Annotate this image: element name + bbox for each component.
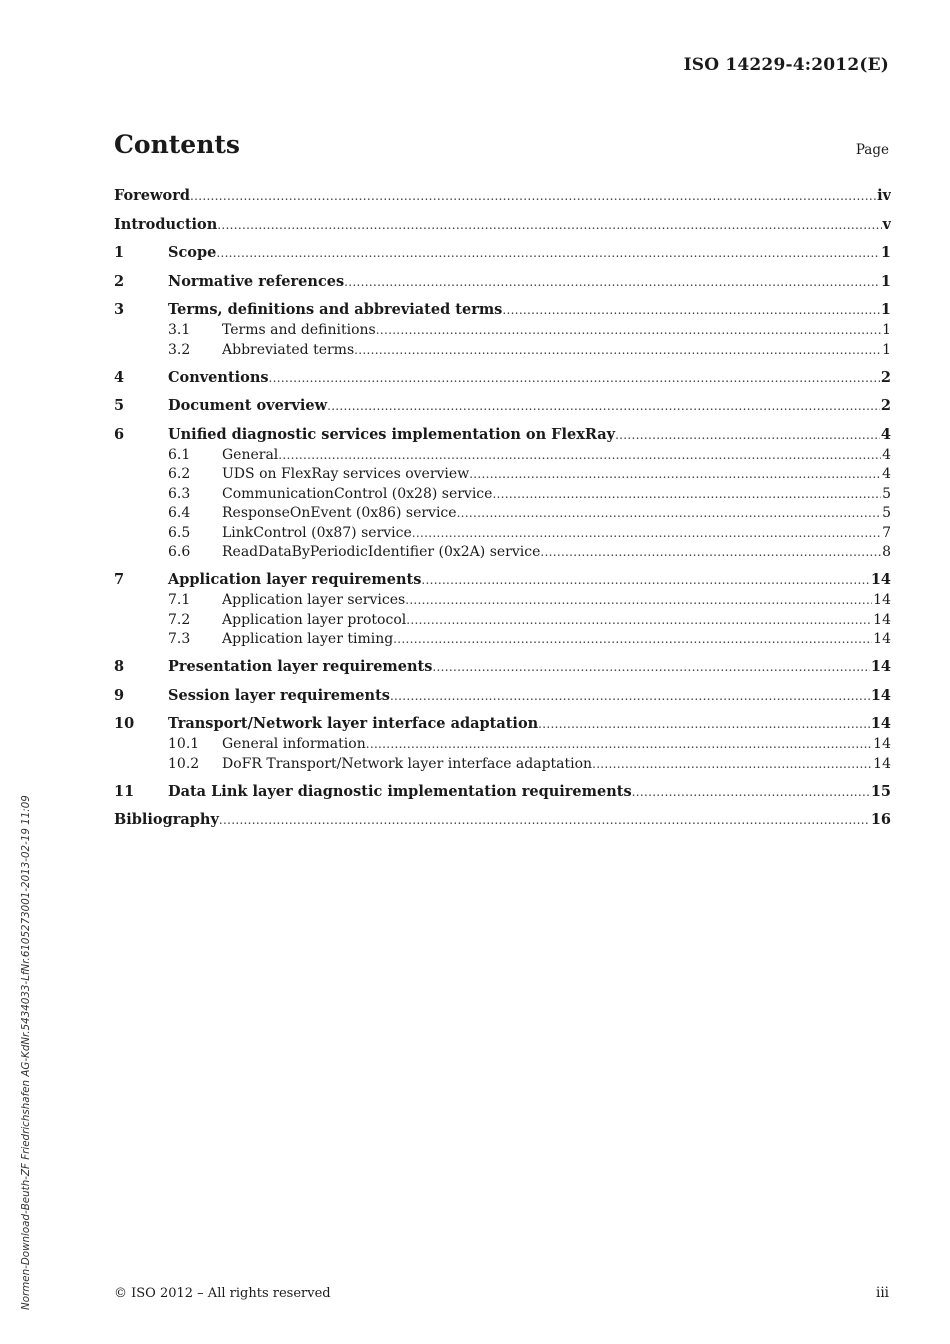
toc-title: Scope	[168, 244, 217, 261]
toc-title: Terms, definitions and abbreviated terms	[168, 301, 503, 318]
toc-page-number: 5	[882, 485, 891, 502]
toc-leader-dots	[632, 781, 870, 803]
toc-title: Application layer protocol	[222, 611, 407, 628]
toc-page-number: 1	[880, 301, 891, 318]
toc-page-number: 4	[882, 466, 891, 482]
toc-subentry[interactable]	[114, 341, 891, 361]
toc-title: Transport/Network layer interface adaptation	[168, 715, 539, 732]
toc-leader-dots	[390, 685, 870, 707]
toc-number: 6.6	[168, 544, 191, 560]
toc-title: DoFR Transport/Network layer interface adaptation	[222, 755, 593, 772]
toc-leader-dots	[457, 504, 882, 524]
toc-subentry[interactable]	[114, 446, 891, 466]
toc-title: General	[222, 446, 279, 463]
toc-number: 11	[114, 782, 135, 800]
toc-page-number: 14	[873, 611, 891, 628]
document-id: ISO 14229-4:2012(E)	[683, 55, 889, 75]
toc-leader-dots	[327, 395, 880, 417]
toc-subentry[interactable]	[114, 524, 891, 544]
copyright-notice: © ISO 2012 – All rights reserved	[114, 1286, 331, 1301]
toc-number: 10	[114, 715, 135, 732]
toc-leader-dots	[540, 543, 881, 563]
toc-title: Application layer services	[222, 592, 406, 608]
toc-number: 5	[114, 397, 125, 414]
toc-leader-dots	[469, 465, 881, 485]
toc-page-number: 14	[870, 571, 891, 588]
toc-title: Normative references	[168, 272, 345, 290]
toc-title: UDS on FlexRay services overview	[222, 466, 470, 482]
toc-title: Terms and definitions	[222, 322, 376, 338]
toc-number: 10.2	[168, 755, 200, 772]
toc-subentry[interactable]	[114, 485, 891, 505]
toc-entry[interactable]	[114, 713, 891, 735]
toc-page-number: 14	[870, 686, 891, 704]
toc-number: 1	[114, 244, 125, 261]
toc-title: Conventions	[168, 368, 269, 386]
toc-number: 6.4	[168, 505, 191, 521]
toc-subentry[interactable]	[114, 735, 891, 755]
toc-number: 8	[114, 658, 125, 675]
toc-leader-dots	[216, 242, 880, 264]
toc-number: 3.1	[168, 322, 191, 338]
toc-page-number: iv	[877, 187, 891, 204]
toc-subentry[interactable]	[114, 321, 891, 341]
toc-entry[interactable]	[114, 809, 891, 831]
toc-title: Abbreviated terms	[222, 341, 355, 358]
toc-number: 6	[114, 425, 125, 443]
toc-page-number: 1	[880, 272, 891, 290]
toc-number: 7	[114, 571, 125, 588]
toc-entry[interactable]	[114, 685, 891, 707]
toc-entry[interactable]	[114, 781, 891, 803]
toc-page-number: 14	[873, 592, 891, 608]
toc-title: ReadDataByPeriodicIdentifier (0x2A) service	[222, 544, 541, 560]
toc-page-number: 8	[882, 544, 891, 560]
toc-subentry[interactable]	[114, 611, 891, 631]
toc-number: 6.3	[168, 485, 191, 502]
toc-title: Application layer timing	[222, 631, 394, 647]
toc-subentry[interactable]	[114, 630, 891, 650]
toc-number: 2	[114, 272, 125, 290]
table-of-contents	[114, 185, 891, 831]
toc-title: Document overview	[168, 397, 328, 414]
page-number: iii	[876, 1285, 889, 1301]
toc-title: Application layer requirements	[168, 571, 422, 588]
toc-title: Introduction	[114, 215, 218, 233]
toc-leader-dots	[354, 341, 881, 361]
toc-title: Unified diagnostic services implementation on FlexRay	[168, 425, 616, 443]
toc-leader-dots	[190, 185, 876, 207]
toc-leader-dots	[393, 630, 872, 650]
toc-page-number: 2	[880, 368, 891, 386]
toc-entry[interactable]	[114, 424, 891, 446]
toc-page-number: 1	[880, 244, 891, 261]
toc-page-number: v	[882, 215, 891, 233]
toc-leader-dots	[492, 485, 881, 505]
toc-page-number: 14	[873, 755, 891, 772]
toc-entry[interactable]	[114, 271, 891, 293]
toc-page-number: 15	[870, 782, 891, 800]
toc-page-number: 5	[882, 505, 891, 521]
toc-entry[interactable]	[114, 242, 891, 264]
toc-leader-dots	[538, 713, 870, 735]
toc-page-number: 14	[873, 631, 891, 647]
page-column-label: Page	[855, 142, 889, 158]
toc-leader-dots	[432, 656, 869, 678]
toc-title: Presentation layer requirements	[168, 658, 433, 675]
toc-subentry[interactable]	[114, 465, 891, 485]
toc-number: 4	[114, 368, 125, 386]
toc-page-number: 16	[870, 811, 891, 828]
toc-number: 6.2	[168, 466, 191, 482]
toc-page-number: 2	[880, 397, 891, 414]
toc-leader-dots	[219, 809, 870, 831]
toc-number: 7.1	[168, 592, 191, 608]
toc-leader-dots	[366, 735, 872, 755]
toc-entry[interactable]	[114, 214, 891, 236]
toc-leader-dots	[405, 591, 872, 611]
toc-leader-dots	[217, 214, 881, 236]
toc-entry[interactable]	[114, 656, 891, 678]
toc-title: Data Link layer diagnostic implementation requirements	[168, 782, 632, 800]
toc-leader-dots	[615, 424, 880, 446]
toc-number: 9	[114, 686, 125, 704]
toc-page-number: 14	[870, 715, 891, 732]
toc-leader-dots	[502, 299, 880, 321]
toc-leader-dots	[421, 569, 869, 591]
toc-page-number: 1	[882, 322, 891, 338]
toc-subentry[interactable]	[114, 504, 891, 524]
toc-number: 3	[114, 301, 125, 318]
download-watermark: Normen-Download-Beuth-ZF Friedrichshafen AG-KdNr.5434033-LfNr.6105273001-2013-02-19 11:09	[20, 795, 32, 1310]
toc-title: Foreword	[114, 187, 190, 204]
toc-subentry[interactable]	[114, 543, 891, 563]
toc-title: General information	[222, 736, 366, 752]
toc-number: 10.1	[168, 736, 200, 752]
toc-entry[interactable]	[114, 299, 891, 321]
toc-leader-dots	[278, 446, 881, 466]
toc-page-number: 14	[870, 658, 891, 675]
toc-entry[interactable]	[114, 185, 891, 207]
toc-leader-dots	[592, 755, 872, 775]
toc-page-number: 7	[882, 524, 891, 541]
toc-subentry[interactable]	[114, 591, 891, 611]
page-title: Contents	[114, 130, 241, 159]
toc-title: Session layer requirements	[168, 686, 390, 704]
toc-number: 7.2	[168, 611, 191, 628]
toc-page-number: 4	[882, 446, 891, 463]
toc-title: CommunicationControl (0x28) service	[222, 485, 493, 502]
toc-leader-dots	[344, 271, 880, 293]
toc-leader-dots	[412, 524, 881, 544]
toc-page-number: 14	[873, 736, 891, 752]
toc-entry[interactable]	[114, 569, 891, 591]
toc-title: ResponseOnEvent (0x86) service	[222, 505, 457, 521]
toc-title: LinkControl (0x87) service	[222, 524, 412, 541]
toc-subentry[interactable]	[114, 755, 891, 775]
toc-number: 6.5	[168, 524, 191, 541]
toc-title: Bibliography	[114, 811, 219, 828]
toc-number: 6.1	[168, 446, 191, 463]
toc-leader-dots	[406, 611, 872, 631]
toc-entry[interactable]	[114, 367, 891, 389]
toc-page-number: 1	[882, 341, 891, 358]
toc-entry[interactable]	[114, 395, 891, 417]
toc-number: 7.3	[168, 631, 191, 647]
toc-leader-dots	[269, 367, 880, 389]
toc-leader-dots	[376, 321, 881, 341]
toc-page-number: 4	[880, 425, 891, 443]
toc-number: 3.2	[168, 341, 191, 358]
